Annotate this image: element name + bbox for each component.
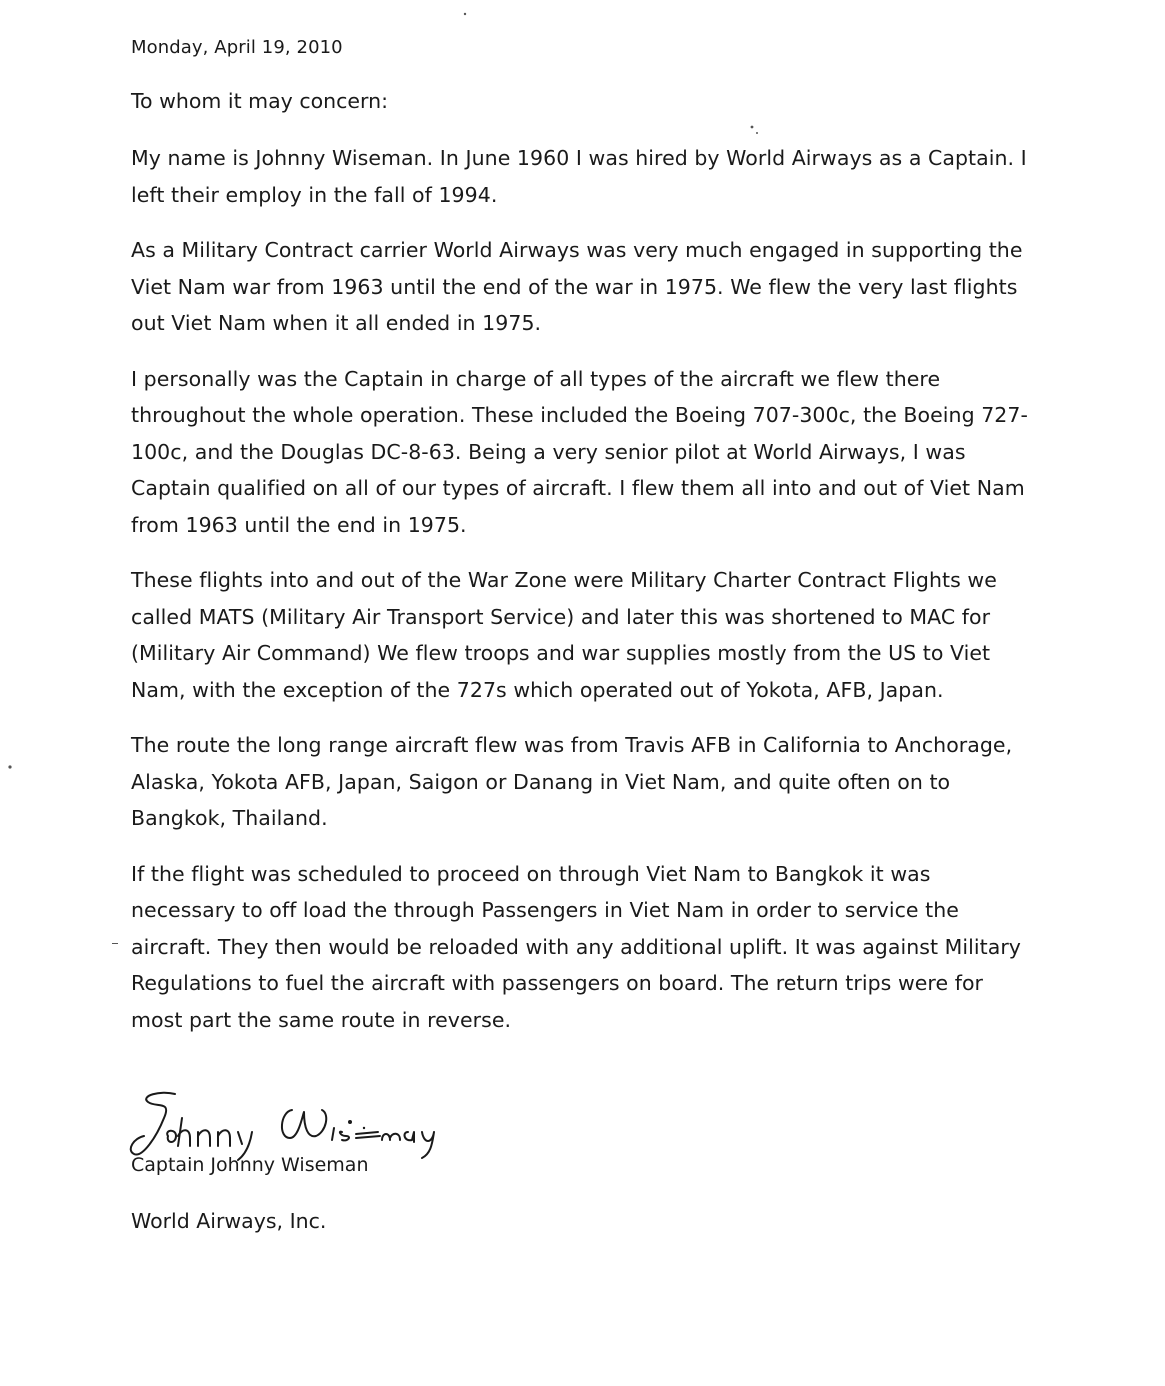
paragraph-intro: My name is Johnny Wiseman. In June 1960 I was hired by World Airways as a Captain. I left their employ in the fall of 1994. (131, 146, 1027, 207)
letter-date: Monday, April 19, 2010 (131, 37, 343, 58)
signer-name: Captain Johnny Wiseman (131, 1154, 369, 1176)
paragraph-route: The route the long range aircraft flew was from Travis AFB in California to Anchorage, Alaska, Yokota AFB, Japan, Saigon or Danang in Viet Nam, and quite often on to Bangkok, Thailand. (131, 733, 1013, 830)
paragraph-bangkok-procedure: If the flight was scheduled to proceed on through Viet Nam to Bangkok it was necessary to off load the through Passengers in Viet Nam in order to service the aircraft. They then would be reloaded with any additional uplift. It was against Military Regulations to fuel the aircraft with passengers on board. The return trips were for most part the same route in reverse. (131, 861, 1021, 1032)
paragraph-military-contract: As a Military Contract carrier World Airways was very much engaged in supporting the Viet Nam war from 1963 until the end of the war in 1975. We flew the very last flights out Viet Nam when it all ended in 1975. (131, 238, 1023, 335)
company-name: World Airways, Inc. (131, 1209, 327, 1233)
salutation: To whom it may concern: (131, 89, 388, 113)
paragraph-mats-mac: These flights into and out of the War Zone were Military Charter Contract Flights we called MATS (Military Air Transport Service) and later this was shortened to MAC for (Military Air Command) We flew troops and war supplies mostly from the US to Viet Nam, with the exception of the 727s which operated out of Yokota, AFB, Japan. (131, 568, 997, 702)
paragraph-aircraft-types: I personally was the Captain in charge of all types of the aircraft we flew there throughout the whole operation. These included the Boeing 707-300c, the Boeing 727-100c, and the Douglas DC-8-63. Being a very senior pilot at World Airways, I was Captain qualified on all of our types of aircraft. I flew them all into and out of Viet Nam from 1963 until the end in 1975. (131, 366, 1028, 537)
letter-body (131, 140, 1036, 1057)
